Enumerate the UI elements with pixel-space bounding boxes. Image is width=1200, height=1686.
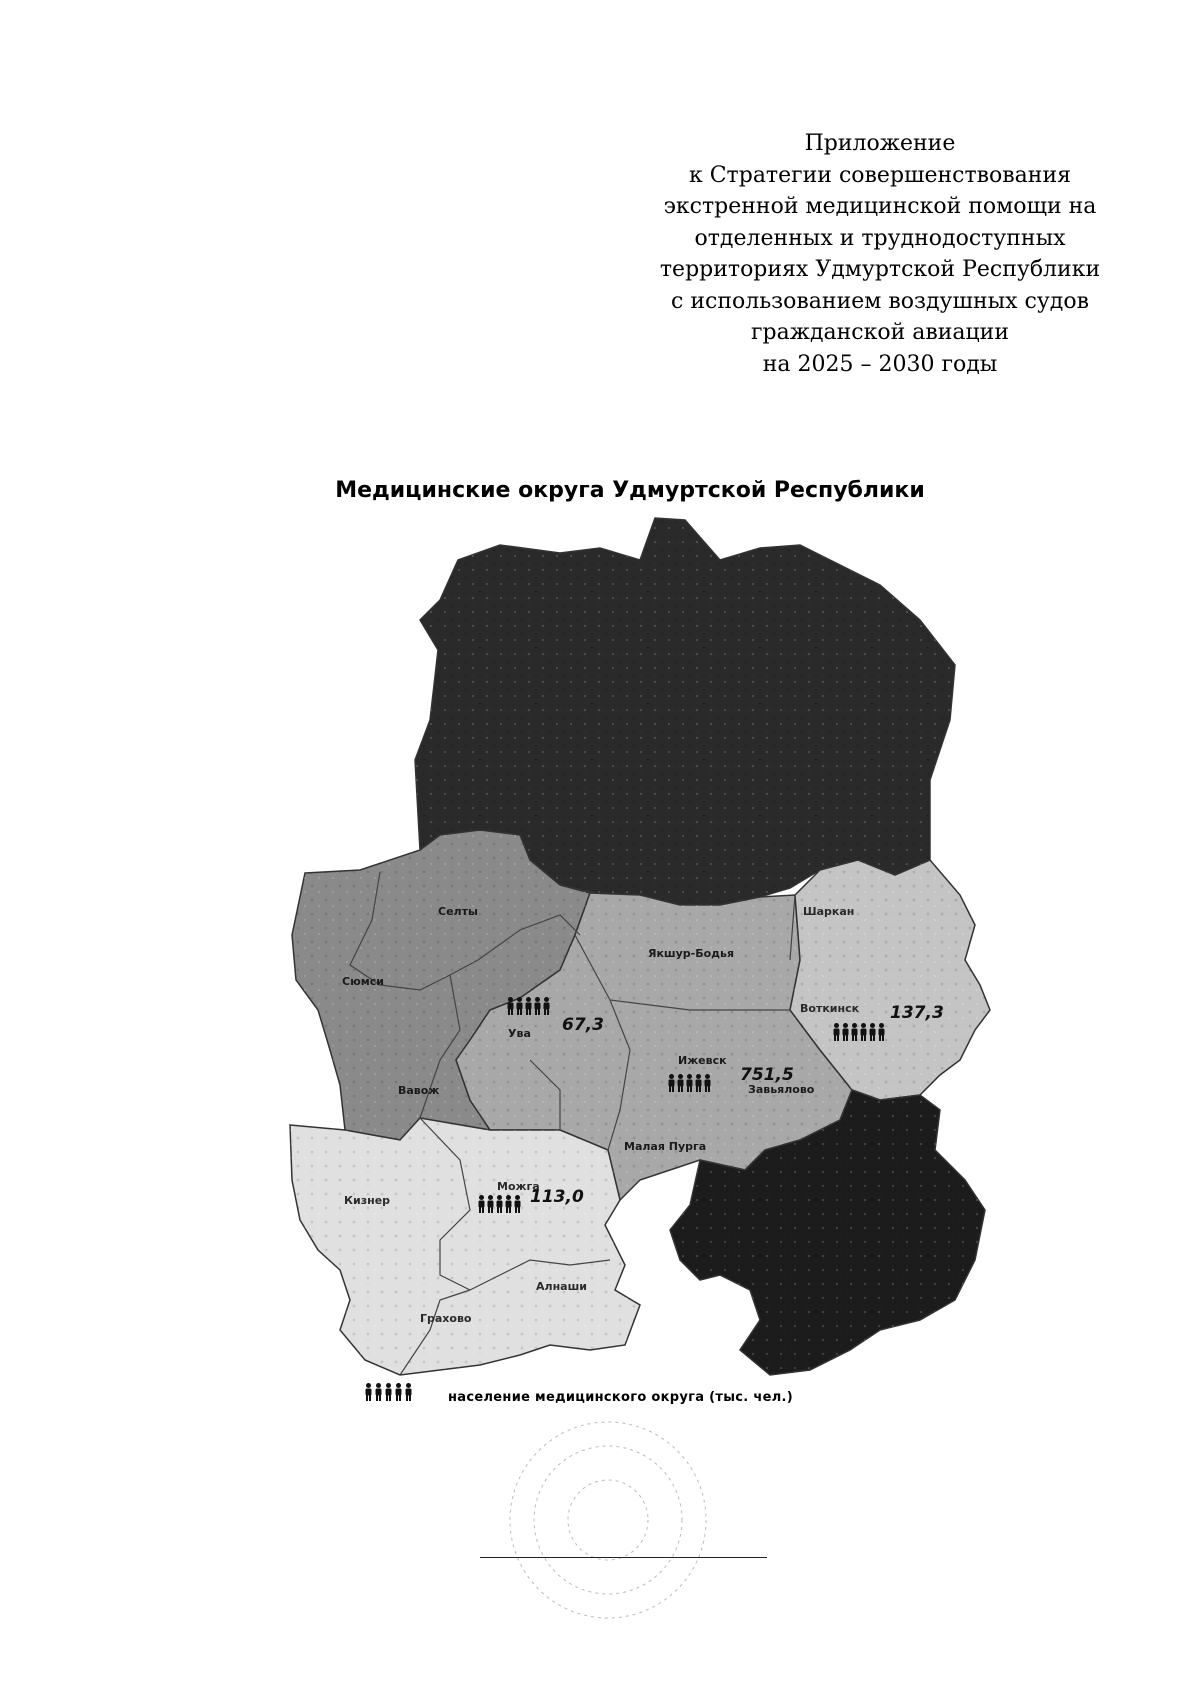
appendix-line: отделенных и труднодоступных (694, 225, 1066, 251)
appendix-line: Приложение (804, 131, 956, 156)
population-value: 751,5 (740, 1065, 794, 1085)
appendix-line: с использованием воздушных судов (671, 288, 1089, 314)
district-label: Ува (508, 1027, 531, 1040)
map-title: Медицинские округа Удмуртской Республики (335, 478, 925, 503)
people-group-icon (669, 1074, 711, 1092)
district-label: Грахово (420, 1312, 472, 1325)
appendix-line: на 2025 – 2030 годы (762, 351, 998, 377)
district-label: Малая Пурга (624, 1140, 707, 1153)
people-group-icon (834, 1023, 885, 1041)
people-group-icon (508, 997, 550, 1015)
seal-stamp (510, 1422, 706, 1618)
population-value: 113,0 (530, 1187, 584, 1207)
appendix-line: гражданской авиации (750, 320, 1010, 345)
people-group-icon (479, 1195, 521, 1213)
district-label: Кизнер (344, 1194, 391, 1207)
appendix-line: к Стратегии совершенствования (688, 162, 1071, 188)
legend-label: население медицинского округа (тыс. чел.) (448, 1390, 794, 1405)
district-label: Можга (497, 1180, 540, 1193)
legend-people-icon (366, 1383, 412, 1401)
district-label: Алнаши (536, 1280, 587, 1293)
district-label: Шаркан (803, 905, 855, 918)
district-label: Сюмси (342, 975, 384, 988)
district-label: Вавож (398, 1084, 440, 1097)
district-label: Ижевск (678, 1054, 727, 1067)
population-value: 67,3 (562, 1015, 604, 1035)
district-label: Селты (438, 905, 478, 918)
district-label: Воткинск (800, 1002, 860, 1015)
population-value: 137,3 (890, 1003, 944, 1023)
appendix-line: экстренной медицинской помощи на (663, 194, 1097, 219)
signature-line (480, 1557, 767, 1558)
appendix-line: территориях Удмуртской Республики (659, 257, 1101, 282)
district-label: Якшур-Бодья (648, 947, 735, 960)
district-label: Завьялово (748, 1083, 815, 1096)
